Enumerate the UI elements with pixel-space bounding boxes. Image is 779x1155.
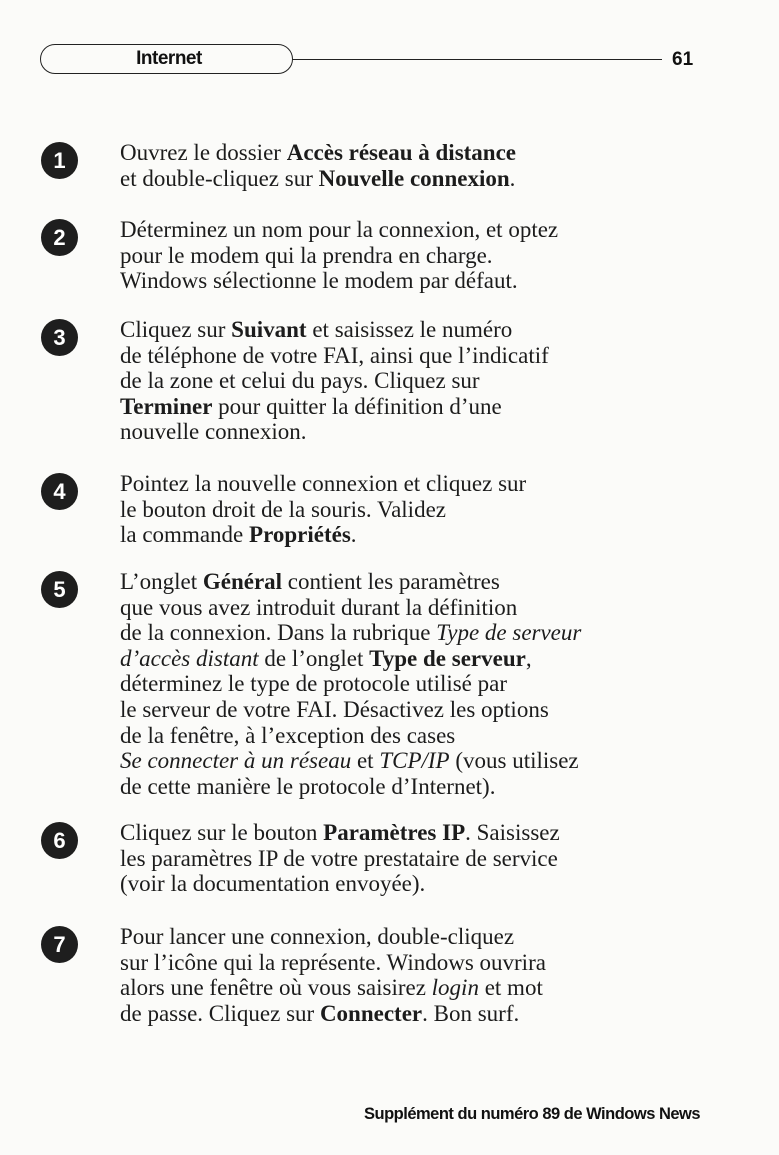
text-run: le serveur de votre FAI. Désactivez les options	[120, 696, 549, 722]
text-run: Cliquez sur le bouton	[120, 820, 324, 845]
step-text-line	[120, 975, 546, 1001]
text-run: (voir la documentation envoyée).	[120, 871, 426, 897]
bold-term: Type de serveur	[369, 645, 526, 671]
text-run: sur l’icône qui la représente. Windows ouvrira	[120, 949, 546, 975]
step-text-line	[120, 394, 549, 420]
step-number-badge: 4	[41, 473, 78, 510]
step-text-line	[120, 950, 546, 976]
text-run: de la zone et celui du pays. Cliquez sur	[120, 368, 480, 394]
step-number-badge: 7	[41, 926, 78, 963]
step-text-line	[120, 820, 560, 846]
text-run: pour quitter la définition d’une	[212, 393, 502, 419]
step-text	[120, 471, 526, 548]
step-text-line	[120, 774, 581, 800]
step-text	[120, 569, 581, 799]
step-text-line	[120, 166, 516, 192]
text-run: la commande	[120, 522, 250, 548]
step-text-line	[120, 697, 581, 723]
text-run: (vous utilisez	[449, 748, 579, 774]
bold-term: Paramètres IP	[323, 820, 466, 845]
footer-text: Supplément du numéro 89 de Windows News	[364, 1105, 701, 1123]
italic-term: Se connecter à un réseau	[120, 748, 352, 774]
italic-term: d’accès distant	[120, 645, 259, 671]
text-run: Cliquez sur	[120, 317, 232, 342]
text-run: pour le modem qui la prendra en charge.	[120, 242, 493, 268]
step-text-line	[120, 497, 526, 523]
step-text-line	[120, 268, 558, 294]
text-run: les paramètres IP de votre prestataire de service	[120, 845, 558, 871]
step-text-line	[120, 723, 581, 749]
step-text-line	[120, 846, 560, 872]
step-number-badge: 1	[41, 142, 78, 179]
step-number-badge: 3	[41, 319, 78, 356]
step-text-line	[120, 569, 581, 595]
text-run: alors une fenêtre où vous saisirez	[120, 975, 432, 1001]
text-run: et saisissez le numéro	[306, 317, 513, 342]
text-run: Pointez la nouvelle connexion et cliquez sur	[120, 471, 527, 496]
page-number: 61	[672, 49, 694, 70]
step-text-line	[120, 871, 560, 897]
bold-term: Suivant	[231, 317, 307, 342]
step-text-line	[120, 317, 549, 343]
page-header	[40, 44, 700, 78]
step-text-line	[120, 368, 549, 394]
text-run: déterminez le type de protocole utilisé par	[120, 671, 508, 697]
step-text-line	[120, 419, 549, 445]
text-run: de l’onglet	[258, 645, 370, 671]
step-text	[120, 317, 549, 445]
step-text-line	[120, 646, 581, 672]
step-text-line	[120, 924, 546, 950]
text-run: Ouvrez le dossier	[120, 140, 287, 165]
text-run: de la fenêtre, à l’exception des cases	[120, 722, 456, 748]
text-run: Windows sélectionne le modem par défaut.	[120, 268, 518, 294]
text-run: .	[350, 522, 357, 548]
text-run: Pour lancer une connexion, double-cliquez	[120, 924, 515, 949]
step-text-line	[120, 217, 558, 243]
step-text-line	[120, 671, 581, 697]
step-text	[120, 217, 558, 294]
step-text-line	[120, 243, 558, 269]
step-number-badge: 5	[41, 571, 78, 608]
text-run: Déterminez un nom pour la connexion, et optez	[120, 217, 559, 242]
bold-term: Connecter	[319, 1000, 423, 1026]
bold-term: Propriétés	[249, 522, 351, 548]
bold-term: Accès réseau à distance	[286, 140, 517, 165]
section-title: Internet	[136, 48, 202, 69]
step-text-line	[120, 522, 526, 548]
step-text	[120, 820, 560, 897]
text-run: de téléphone de votre FAI, ainsi que l’indicatif	[120, 342, 549, 368]
step-text	[120, 140, 516, 191]
text-run: ,	[525, 645, 532, 671]
italic-term: TCP/IP	[379, 748, 450, 774]
text-run: de cette manière le protocole d’Internet).	[120, 773, 496, 799]
step-text-line	[120, 748, 581, 774]
bold-term: Général	[202, 569, 283, 594]
text-run: et mot	[478, 975, 543, 1001]
step-text-line	[120, 471, 526, 497]
step-number-badge: 6	[41, 822, 78, 859]
text-run: nouvelle connexion.	[120, 419, 307, 445]
header-rule	[292, 59, 662, 60]
text-run: . Bon surf.	[422, 1000, 520, 1026]
step-text-line	[120, 140, 516, 166]
step-text-line	[120, 1001, 546, 1027]
bold-term: Nouvelle connexion	[318, 165, 510, 191]
text-run: de la connexion. Dans la rubrique	[120, 620, 437, 646]
text-run: et	[351, 748, 380, 774]
italic-term: login	[431, 975, 479, 1001]
step-text	[120, 924, 546, 1026]
text-run: . Saisissez	[465, 820, 560, 845]
text-run: le bouton droit de la souris. Validez	[120, 496, 446, 522]
text-run: que vous avez introduit durant la définition	[120, 594, 518, 620]
step-number-badge: 2	[41, 219, 78, 256]
step-text-line	[120, 620, 581, 646]
bold-term: Terminer	[120, 393, 213, 419]
text-run: .	[509, 165, 516, 191]
step-text-line	[120, 595, 581, 621]
step-text-line	[120, 343, 549, 369]
text-run: L’onglet	[120, 569, 203, 594]
text-run: contient les paramètres	[282, 569, 500, 594]
text-run: et double-cliquez sur	[120, 165, 319, 191]
text-run: de passe. Cliquez sur	[120, 1000, 320, 1026]
italic-term: Type de serveur	[436, 620, 582, 646]
